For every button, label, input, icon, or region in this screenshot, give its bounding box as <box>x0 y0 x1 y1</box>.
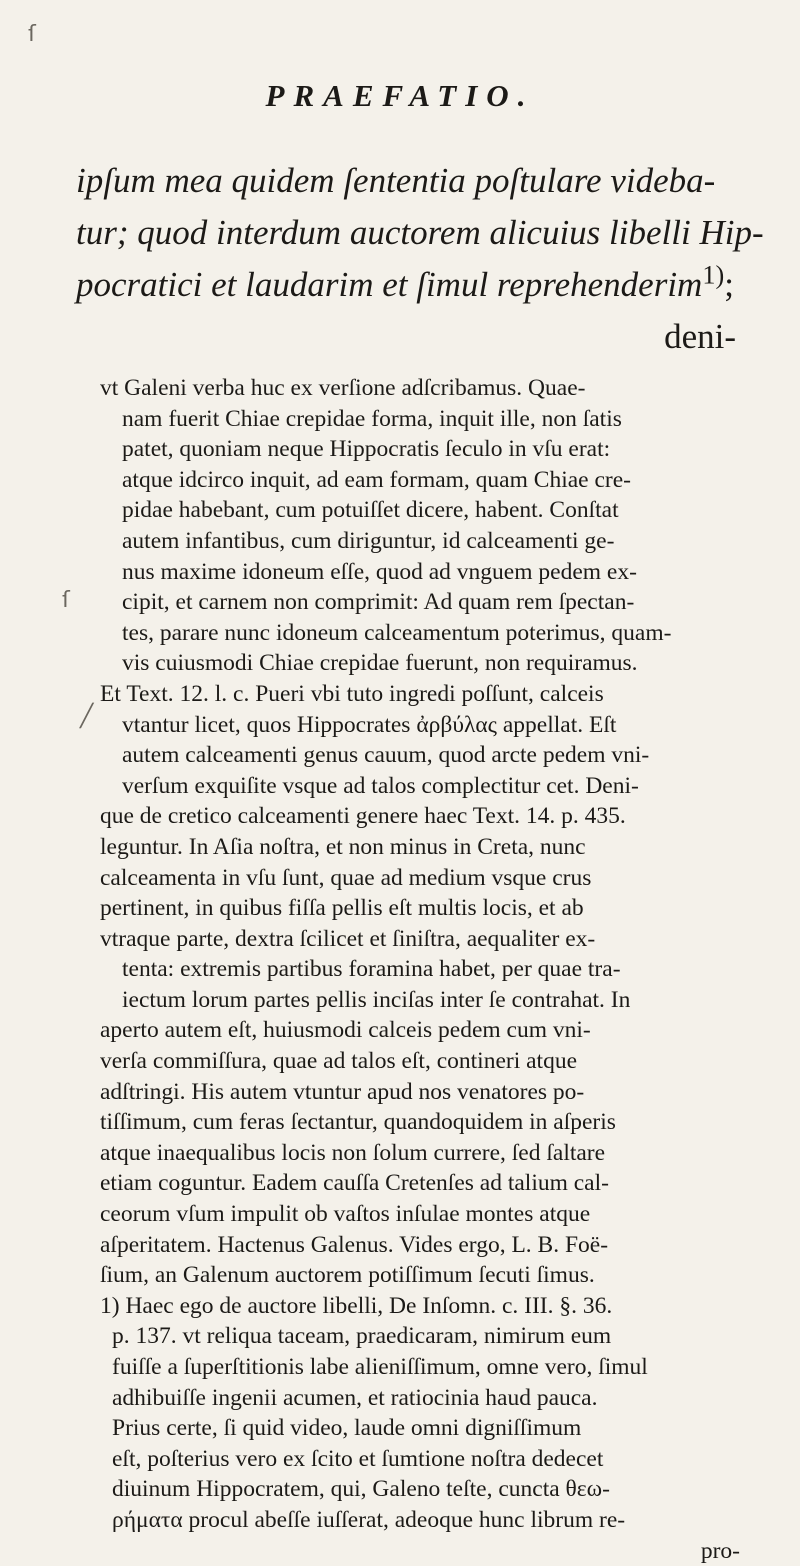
body-line: nus maxime idoneum eſſe, quod ad vnguem pedem ex- <box>122 558 637 585</box>
margin-mark: ╱ <box>80 704 94 729</box>
footnote-line: adhibuiſſe ingenii acumen, et ratiocinia haud pauca. <box>112 1384 598 1411</box>
body-line: Et Text. 12. l. c. Pueri vbi tuto ingredi poſſunt, calceis <box>100 680 604 707</box>
margin-mark: ſ <box>62 588 70 613</box>
body-line: cipit, et carnem non comprimit: Ad quam rem ſpectan- <box>122 589 635 616</box>
body-line: verſa commiſſura, quae ad talos eſt, contineri atque <box>100 1048 577 1075</box>
body-line: vis cuiusmodi Chiae crepidae fuerunt, non requiramus. <box>122 650 638 677</box>
body-line: aſperitatem. Hactenus Galenus. Vides ergo, L. B. Foë- <box>100 1231 609 1258</box>
catchword: deni- <box>664 317 736 356</box>
footnote-line: eſt, poſterius vero ex ſcito et ſumtione noſtra dedecet <box>112 1445 604 1472</box>
body-line: ſium, an Galenum auctorem potiſſimum ſecuti ſimus. <box>100 1262 595 1289</box>
body-line: pidae habebant, cum potuiſſet dicere, habent. Conſtat <box>122 497 619 524</box>
body-line: calceamenta in vſu ſunt, quae ad medium vsque crus <box>100 864 592 891</box>
main-line: pocratici et laudarim et ſimul reprehenderim$^{1)}$; <box>76 260 734 304</box>
body-line: tes, parare nunc idoneum calceamentum poterimus, quam- <box>122 619 672 646</box>
body-line: vtraque parte, dextra ſcilicet et ſiniſtra, aequaliter ex- <box>100 925 596 952</box>
body-line: autem infantibus, cum diriguntur, id calceamenti ge- <box>122 527 615 554</box>
footnote-line: ρήματα procul abeſſe iuſſerat, adeoque hunc librum re- <box>112 1506 626 1533</box>
main-text-block <box>76 155 764 363</box>
body-line: iectum lorum partes pellis inciſas inter ſe contrahat. In <box>122 986 631 1013</box>
body-line: atque idcirco inquit, ad eam formam, quam Chiae cre- <box>122 466 631 493</box>
body-line: etiam coguntur. Eadem cauſſa Cretenſes ad talium cal- <box>100 1170 609 1197</box>
body-line: atque inaequalibus locis non ſolum currere, ſed ſaltare <box>100 1139 606 1166</box>
body-line: que de cretico calceamenti genere haec Text. 14. p. 435. <box>100 803 626 830</box>
footnote-line: p. 137. vt reliqua taceam, praedicaram, nimirum eum <box>112 1323 612 1350</box>
body-line: nam fuerit Chiae crepidae forma, inquit ille, non ſatis <box>122 405 622 432</box>
main-line: ipſum mea quidem ſententia poſtulare videba- <box>76 161 716 200</box>
footnote-line: Prius certe, ſi quid video, laude omni digniſſimum <box>112 1415 582 1442</box>
body-line: aperto autem eſt, huiusmodi calceis pedem cum vni- <box>100 1017 591 1044</box>
footnote-line: 1) Haec ego de auctore libelli, De Inſomn. c. III. §. 36. <box>100 1292 613 1319</box>
quotation-block <box>100 373 740 1566</box>
running-head: PRAEFATIO. <box>265 78 535 113</box>
catchword: pro- <box>700 1537 740 1564</box>
body-line: verſum exquiſite vsque ad talos complectitur cet. Deni- <box>122 772 639 799</box>
margin-mark: ſ <box>28 22 36 47</box>
body-line: vtantur licet, quos Hippocrates ἀρβύλας appellat. Eſt <box>122 711 617 738</box>
body-line: autem calceamenti genus cauum, quod arcte pedem vni- <box>122 742 650 769</box>
body-line: leguntur. In Aſia noſtra, et non minus in Creta, nunc <box>100 833 586 860</box>
body-line: vt Galeni verba huc ex verſione adſcribamus. Quae- <box>100 375 586 401</box>
main-line: tur; quod interdum auctorem alicuius libelli Hip- <box>76 213 764 252</box>
body-line: adſtringi. His autem vtuntur apud nos venatores po- <box>100 1078 585 1105</box>
body-line: patet, quoniam neque Hippocratis ſeculo in vſu erat: <box>122 436 611 463</box>
footnote-marker: 1) <box>702 260 725 290</box>
body-line: pertinent, in quibus fiſſa pellis eſt multis locis, et ab <box>100 895 584 922</box>
footnote-line: fuiſſe a ſuperſtitionis labe alieniſſimum, omne vero, ſimul <box>112 1354 648 1380</box>
footnote-line: diuinum Hippocratem, qui, Galeno teſte, cuncta θεω- <box>112 1476 610 1503</box>
body-line: tiſſimum, cum feras ſectantur, quandoquidem in aſperis <box>100 1109 616 1136</box>
body-line: tenta: extremis partibus foramina habet, per quae tra- <box>122 956 621 983</box>
body-line: ceorum vſum impulit ob vaſtos inſulae montes atque <box>100 1201 591 1228</box>
